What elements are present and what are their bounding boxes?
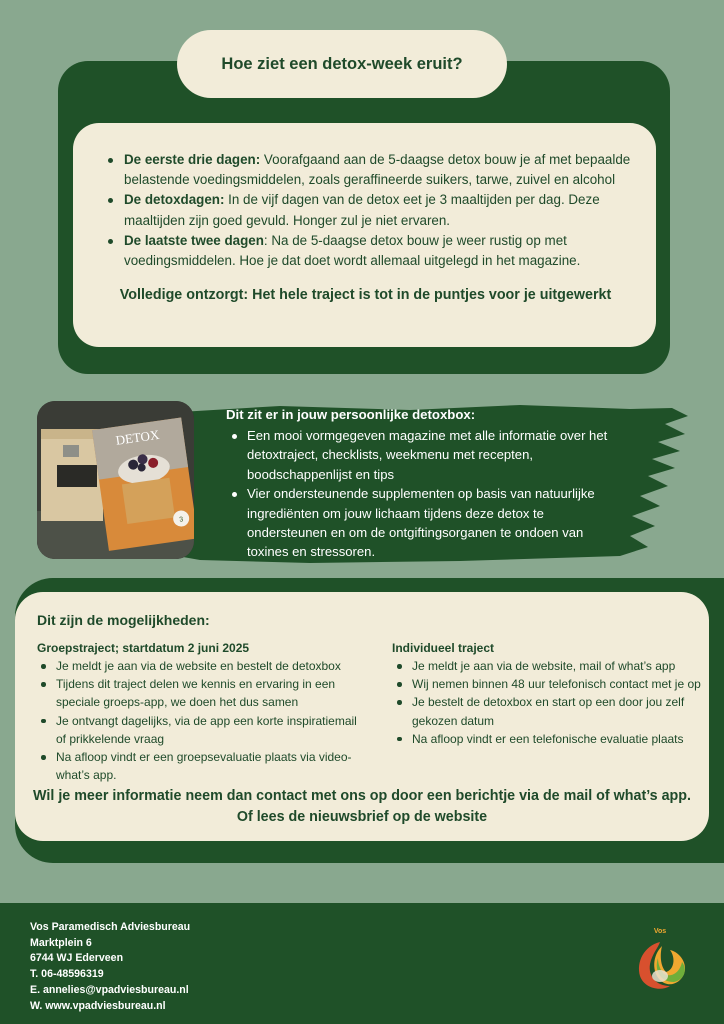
item-text: In de vijf dagen van de detox eet je 3 maaltijden per dag. Deze maaltijden zijn goed gevuld. Honger zul je niet ervaren.	[124, 192, 600, 228]
phone-number: T. 06-48596319	[30, 968, 104, 981]
individual-trajectory-list	[393, 657, 709, 748]
contact-call-to-action	[15, 786, 709, 828]
detoxbox-photo	[37, 401, 194, 559]
week-overview-list	[107, 150, 634, 271]
list-item: Na afloop vindt er een telefonische evaluatie plaats	[393, 730, 709, 748]
website-link[interactable]: W. www.vpadviesbureau.nl	[30, 999, 166, 1012]
item-label: De laatste twee dagen	[124, 232, 264, 248]
item-label: De detoxdagen:	[124, 192, 225, 208]
vos-logo-icon	[630, 928, 690, 994]
list-item: Tijdens dit traject delen we kennis en ervaring in een speciale groeps-app, we doen het dus samen	[37, 675, 367, 711]
item-text: Voorafgaand aan de 5-daagse detox bouw je af met bepaalde belastende voedingsmiddelen, zoals geraffineerde suikers, tarwe, zuivel en alcohol	[124, 152, 631, 188]
page-title: Hoe ziet een detox-week eruit?	[177, 30, 507, 98]
list-item: Vier ondersteunende supplementen op basis van natuurlijke ingrediënten om jouw lichaam tijdens deze detox te ondersteunen en om de ontgiftingsorganen te ondoen van toxines en stressoren.	[230, 484, 625, 562]
list-item	[107, 190, 634, 230]
address-street: Marktplein 6	[30, 936, 92, 949]
email-address[interactable]: E. annelies@vpadviesbureau.nl	[30, 983, 189, 996]
list-item	[107, 150, 634, 190]
item-label: De eerste drie dagen:	[124, 152, 261, 167]
footer-contact-info	[30, 920, 190, 1014]
list-item: Een mooi vormgegeven magazine met alle informatie over het detoxtraject, checklists, weekmenu met recepten, boodschappenlijst en tips	[230, 426, 625, 484]
individual-trajectory-heading: Individueel traject	[392, 641, 495, 655]
options-title: Dit zijn de mogelijkheden:	[37, 612, 210, 628]
list-item: Na afloop vindt er een groepsevaluatie plaats via video- what’s app.	[37, 748, 367, 784]
list-item: Je meldt je aan via de website en bestelt de detoxbox	[37, 657, 367, 675]
conclusion-text: Volledige ontzorgt: Het hele traject is tot in de puntjes voor je uitgewerkt	[119, 287, 612, 304]
cta-line-2: Of lees de nieuwsbrief op de website	[236, 809, 488, 825]
list-item	[107, 231, 634, 271]
group-trajectory-list	[37, 657, 367, 784]
list-item: Wij nemen binnen 48 uur telefonisch contact met je op	[393, 675, 709, 693]
detoxbox-list	[230, 426, 625, 562]
company-name: Vos Paramedisch Adviesbureau	[30, 921, 191, 933]
item-text: : Na de 5-daagse detox bouw je weer rustig op met voedingsmiddelen. Hoe je dat doet wordt allemaal uitgelegd in het magazine.	[124, 232, 581, 269]
list-item: Je ontvangt dagelijks, via de app een korte inspiratiemail of prikkelende vraag	[37, 712, 367, 748]
detoxbox-title: Dit zit er in jouw persoonlijke detoxbox:	[226, 407, 476, 422]
list-item: Je bestelt de detoxbox en start op een door jou zelf gekozen datum	[393, 693, 709, 729]
address-city: 6744 WJ Ederveen	[30, 952, 124, 965]
list-item: Je meldt je aan via de website, mail of what’s app	[393, 657, 709, 675]
cta-line-1: Wil je meer informatie neem dan contact met ons op door een berichtje via de mail of what’s app.	[33, 788, 691, 804]
detox-cover-badge: 3	[178, 516, 184, 524]
week-overview-card	[73, 123, 656, 347]
group-trajectory-heading: Groepstraject; startdatum 2 juni 2025	[37, 641, 250, 655]
detox-cover-title: DETOX	[114, 426, 161, 448]
logo-text: Vos	[653, 928, 667, 935]
